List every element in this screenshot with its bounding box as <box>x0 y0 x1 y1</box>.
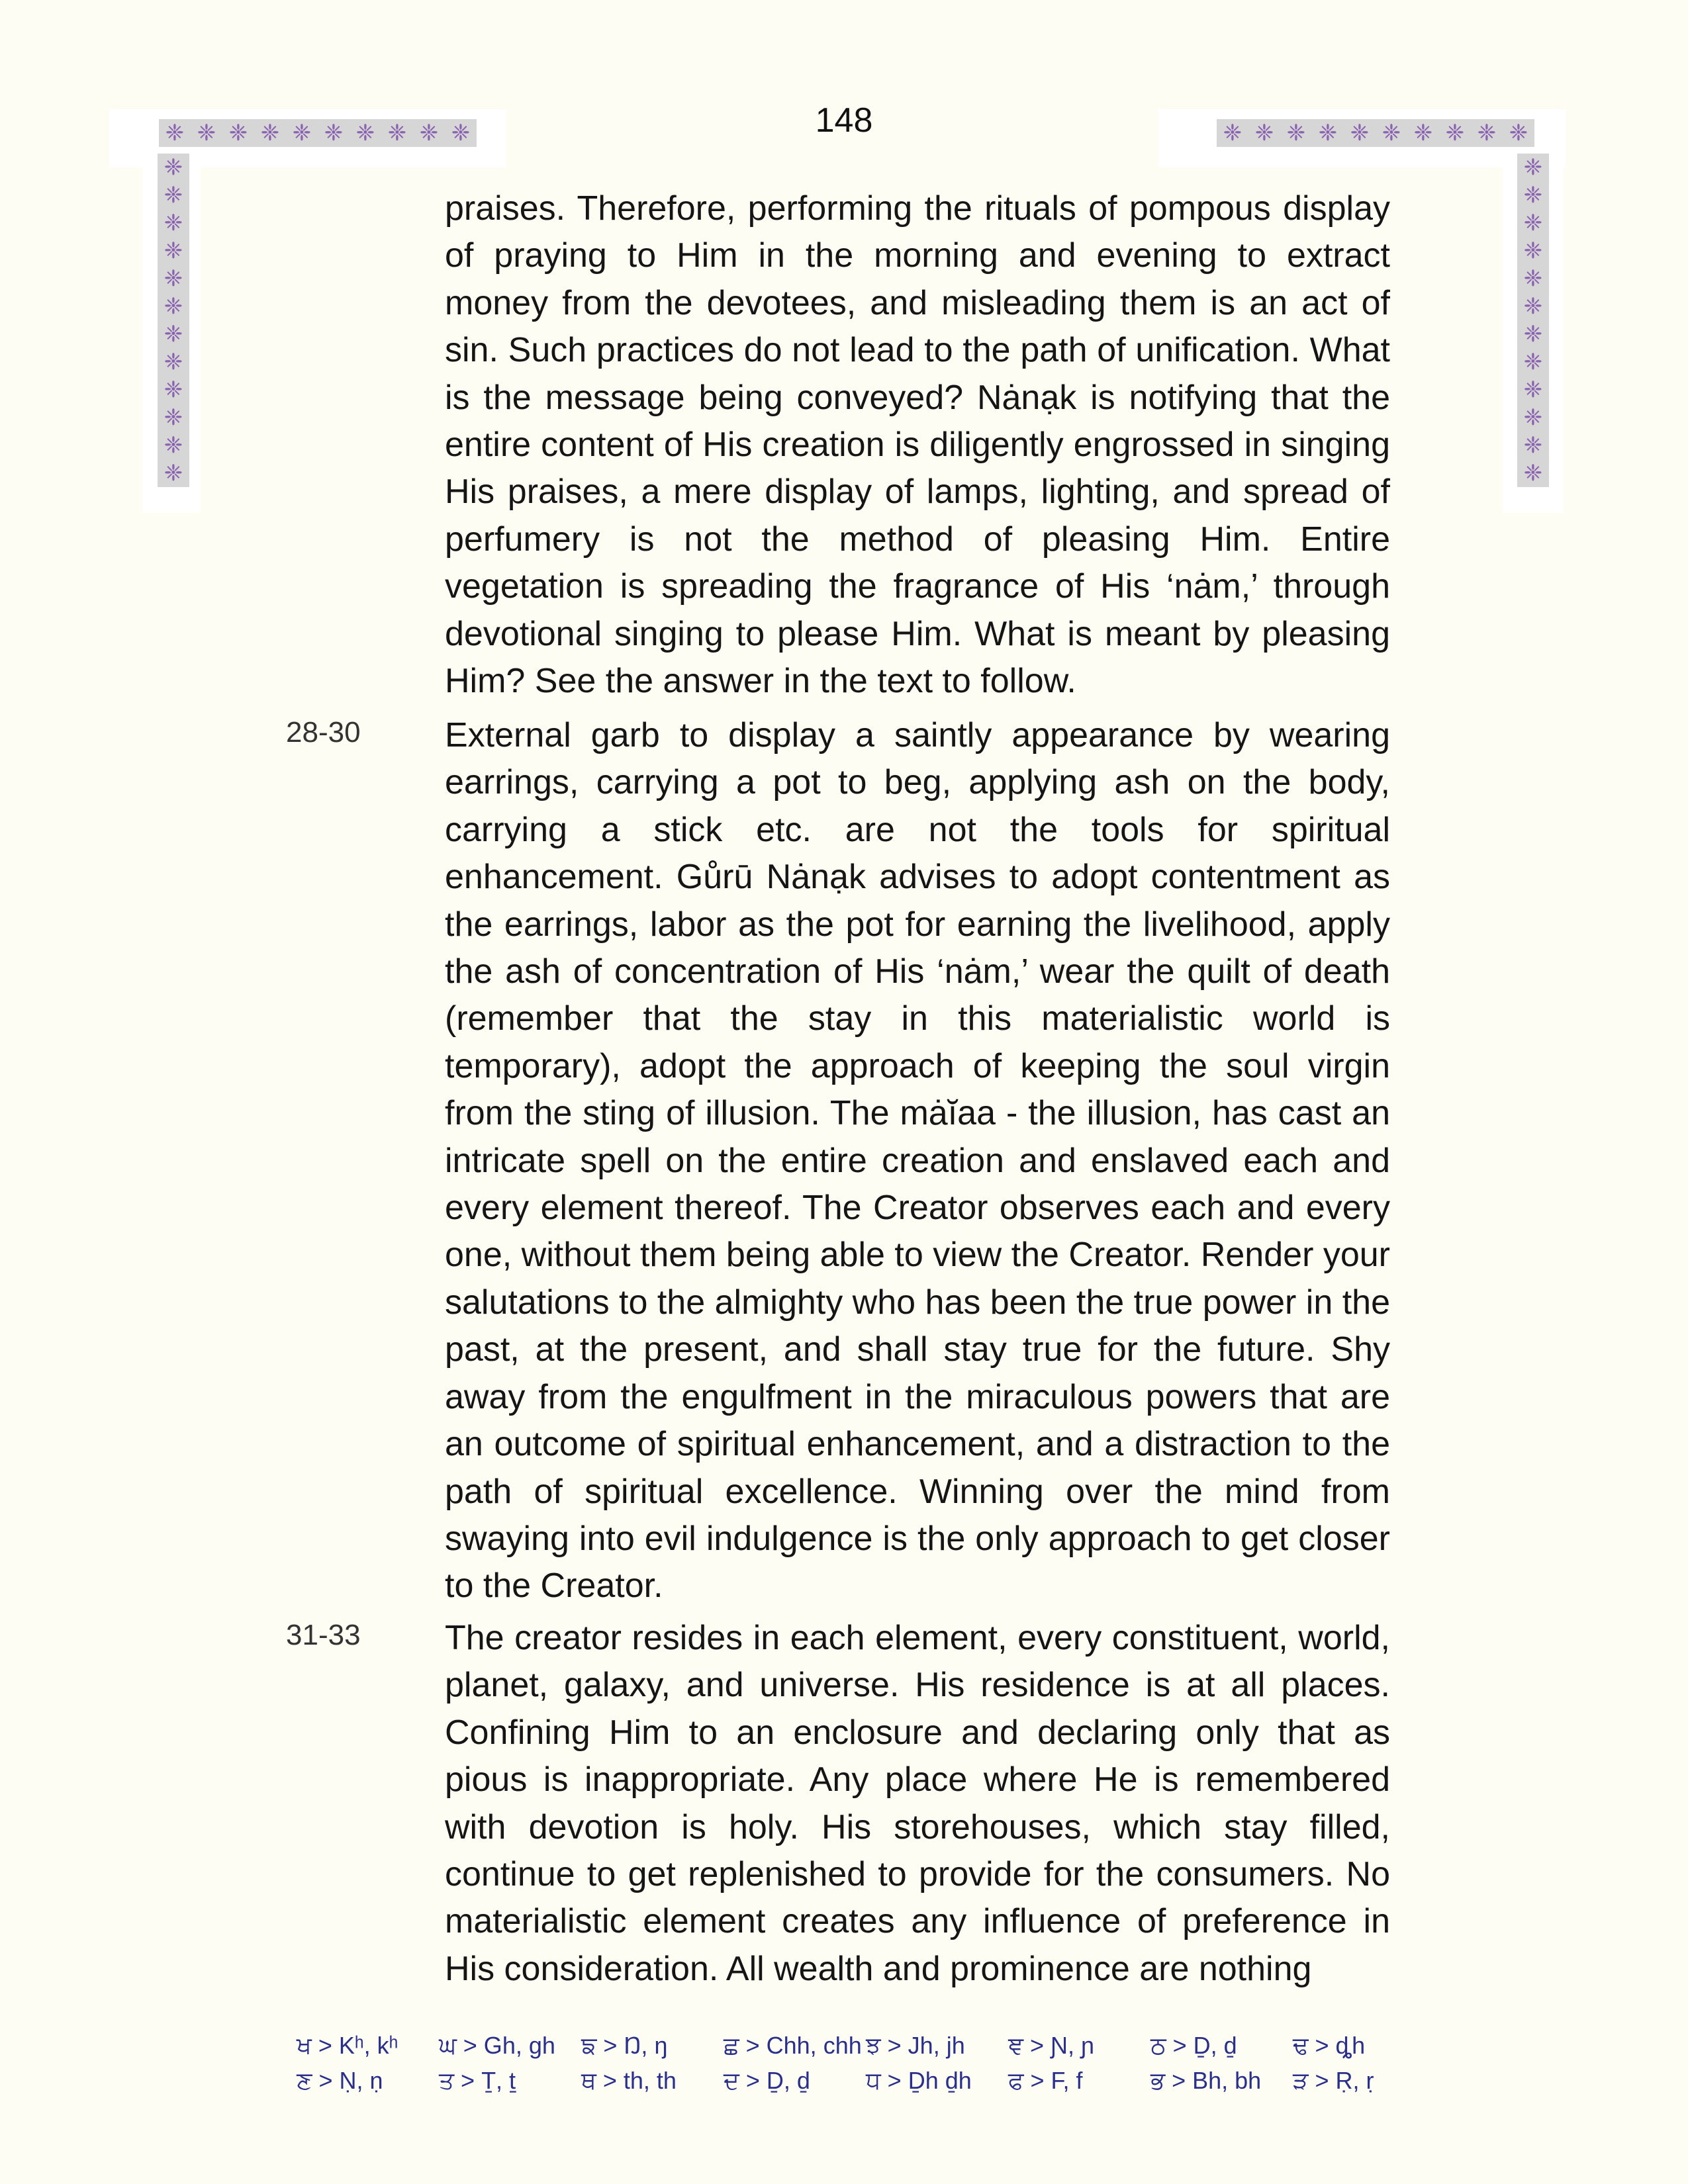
flower-ornament-icon: ❈ <box>1523 238 1543 264</box>
legend-item: ਣ > Ṇ, ṇ <box>297 2067 383 2094</box>
legend-item: ਠ > Ḏ, ḏ <box>1150 2032 1237 2059</box>
flower-ornament-icon: ❈ <box>1477 120 1497 146</box>
top-right-ornament-row <box>1217 119 1534 147</box>
flower-ornament-icon: ❈ <box>355 120 375 146</box>
legend-item: ਭ > Bh, bh <box>1150 2067 1262 2094</box>
paragraph-commentary: External garb to display a saintly appearance by wearing earrings, carrying a pot to beg, applying ash on the body, carrying a stick etc. are not the tools for spiritual enhancement. Gůrū Nȧnạk advises to adopt contentment as the earrings, labor as the pot for earning the livelihood, apply the ash of concentration of His ‘nȧm,’ wear the quilt of death (remember that the stay in this materialistic world is temporary), adopt the approach of keeping the soul virgin from the sting of illusion. The mȧĭaa - the illusion, has cast an intricate spell on the entire creation and enslaved each and every element thereof. The Creator observes each and every one, without them being able to view the Creator. Render your salutations to the almighty who has been the true power in the past, at the present, and shall stay true for the future. Shy away from the engulfment in the miraculous powers that are an outcome of spiritual enhancement, and a distraction to the path of spiritual excellence. Winning over the mind from swaying into evil indulgence is the only approach to get closer to the Creator. <box>445 716 1390 1606</box>
legend-item: ਢ > ȡh <box>1293 2032 1366 2059</box>
legend-item: ਘ > Gh, gh <box>439 2032 555 2059</box>
legend-item: ਞ > Ɲ, ɲ <box>1008 2032 1095 2059</box>
flower-ornament-icon: ❈ <box>164 210 183 236</box>
legend-item: ਤ > Ṯ, ṯ <box>439 2067 516 2094</box>
page-number: 148 <box>815 101 873 140</box>
flower-ornament-icon: ❈ <box>164 377 183 403</box>
flower-ornament-icon: ❈ <box>1445 120 1465 146</box>
flower-ornament-icon: ❈ <box>1523 265 1543 292</box>
flower-ornament-icon: ❈ <box>1523 404 1543 431</box>
flower-ornament-icon: ❈ <box>164 460 183 486</box>
flower-ornament-icon: ❈ <box>165 120 185 146</box>
flower-ornament-icon: ❈ <box>1223 120 1243 146</box>
flower-ornament-icon: ❈ <box>164 432 183 459</box>
flower-ornament-icon: ❈ <box>164 404 183 431</box>
flower-ornament-icon: ❈ <box>1523 154 1543 181</box>
flower-ornament-icon: ❈ <box>1523 210 1543 236</box>
verse-reference: 31-33 <box>286 1619 361 1651</box>
flower-ornament-icon: ❈ <box>1286 120 1306 146</box>
flower-ornament-icon: ❈ <box>1523 432 1543 459</box>
flower-ornament-icon: ❈ <box>1523 321 1543 347</box>
flower-ornament-icon: ❈ <box>1509 120 1528 146</box>
top-left-ornament-row <box>159 119 477 147</box>
flower-ornament-icon: ❈ <box>387 120 407 146</box>
left-ornament-column <box>158 154 189 487</box>
right-ornament-column <box>1517 154 1549 487</box>
verse-reference: 28-30 <box>286 716 361 749</box>
flower-ornament-icon: ❈ <box>1413 120 1433 146</box>
flower-ornament-icon: ❈ <box>228 120 248 146</box>
flower-ornament-icon: ❈ <box>164 293 183 320</box>
flower-ornament-icon: ❈ <box>324 120 344 146</box>
legend-item: ੜ > Ṛ, ṛ <box>1293 2067 1374 2094</box>
flower-ornament-icon: ❈ <box>164 154 183 181</box>
flower-ornament-icon: ❈ <box>164 182 183 208</box>
legend-item: ਙ > Ŋ, ŋ <box>581 2032 668 2059</box>
flower-ornament-icon: ❈ <box>1523 182 1543 208</box>
legend-item: ਧ > Ḏh ḏh <box>866 2067 972 2094</box>
paragraph-commentary: The creator resides in each element, every constituent, world, planet, galaxy, and universe. His residence is at all places. Confining Him to an enclosure and declaring only that as pious is inappropriate. Any place where He is remembered with devotion is holy. His storehouses, which stay filled, continue to get replenished to provide for the consumers. No materialistic element creates any influence of preference in His consideration. All wealth and prominence are nothing <box>445 1619 1390 1988</box>
flower-ornament-icon: ❈ <box>1350 120 1370 146</box>
flower-ornament-icon: ❈ <box>260 120 280 146</box>
legend-item: ਛ > Chh, chh <box>724 2032 862 2059</box>
flower-ornament-icon: ❈ <box>1523 460 1543 486</box>
legend-item: ਖ > Kʰ, kʰ <box>297 2032 399 2059</box>
legend-item: ਝ > Jh, jh <box>866 2032 965 2059</box>
flower-ornament-icon: ❈ <box>1523 377 1543 403</box>
flower-ornament-icon: ❈ <box>451 120 471 146</box>
flower-ornament-icon: ❈ <box>1318 120 1338 146</box>
legend-item: ਥ > th, th <box>581 2067 677 2094</box>
flower-ornament-icon: ❈ <box>1523 349 1543 375</box>
flower-ornament-icon: ❈ <box>164 238 183 264</box>
flower-ornament-icon: ❈ <box>419 120 439 146</box>
flower-ornament-icon: ❈ <box>164 349 183 375</box>
legend-item: ਦ > Ḏ, ḏ <box>724 2067 810 2094</box>
transliteration-legend <box>297 2032 1435 2095</box>
flower-ornament-icon: ❈ <box>292 120 312 146</box>
flower-ornament-icon: ❈ <box>1523 293 1543 320</box>
flower-ornament-icon: ❈ <box>164 321 183 347</box>
paragraph-continuation: praises. Therefore, performing the rituals of pompous display of praying to Him in the morning and evening to extract money from the devotees, and misleading them is an act of sin. Such practices do not lead to the path of unification. What is the message being conveyed? Nȧnạk is notifying that the entire content of His creation is diligently engrossed in singing His praises, a mere display of lamps, lighting, and spread of perfumery is not the method of pleasing Him. Entire vegetation is spreading the fragrance of His ‘nȧm,’ through devotional singing to please Him. What is meant by pleasing Him? See the answer in the text to follow. <box>445 189 1390 701</box>
flower-ornament-icon: ❈ <box>164 265 183 292</box>
flower-ornament-icon: ❈ <box>197 120 216 146</box>
legend-item: ਫ > F, f <box>1008 2067 1083 2094</box>
flower-ornament-icon: ❈ <box>1382 120 1401 146</box>
flower-ornament-icon: ❈ <box>1254 120 1274 146</box>
